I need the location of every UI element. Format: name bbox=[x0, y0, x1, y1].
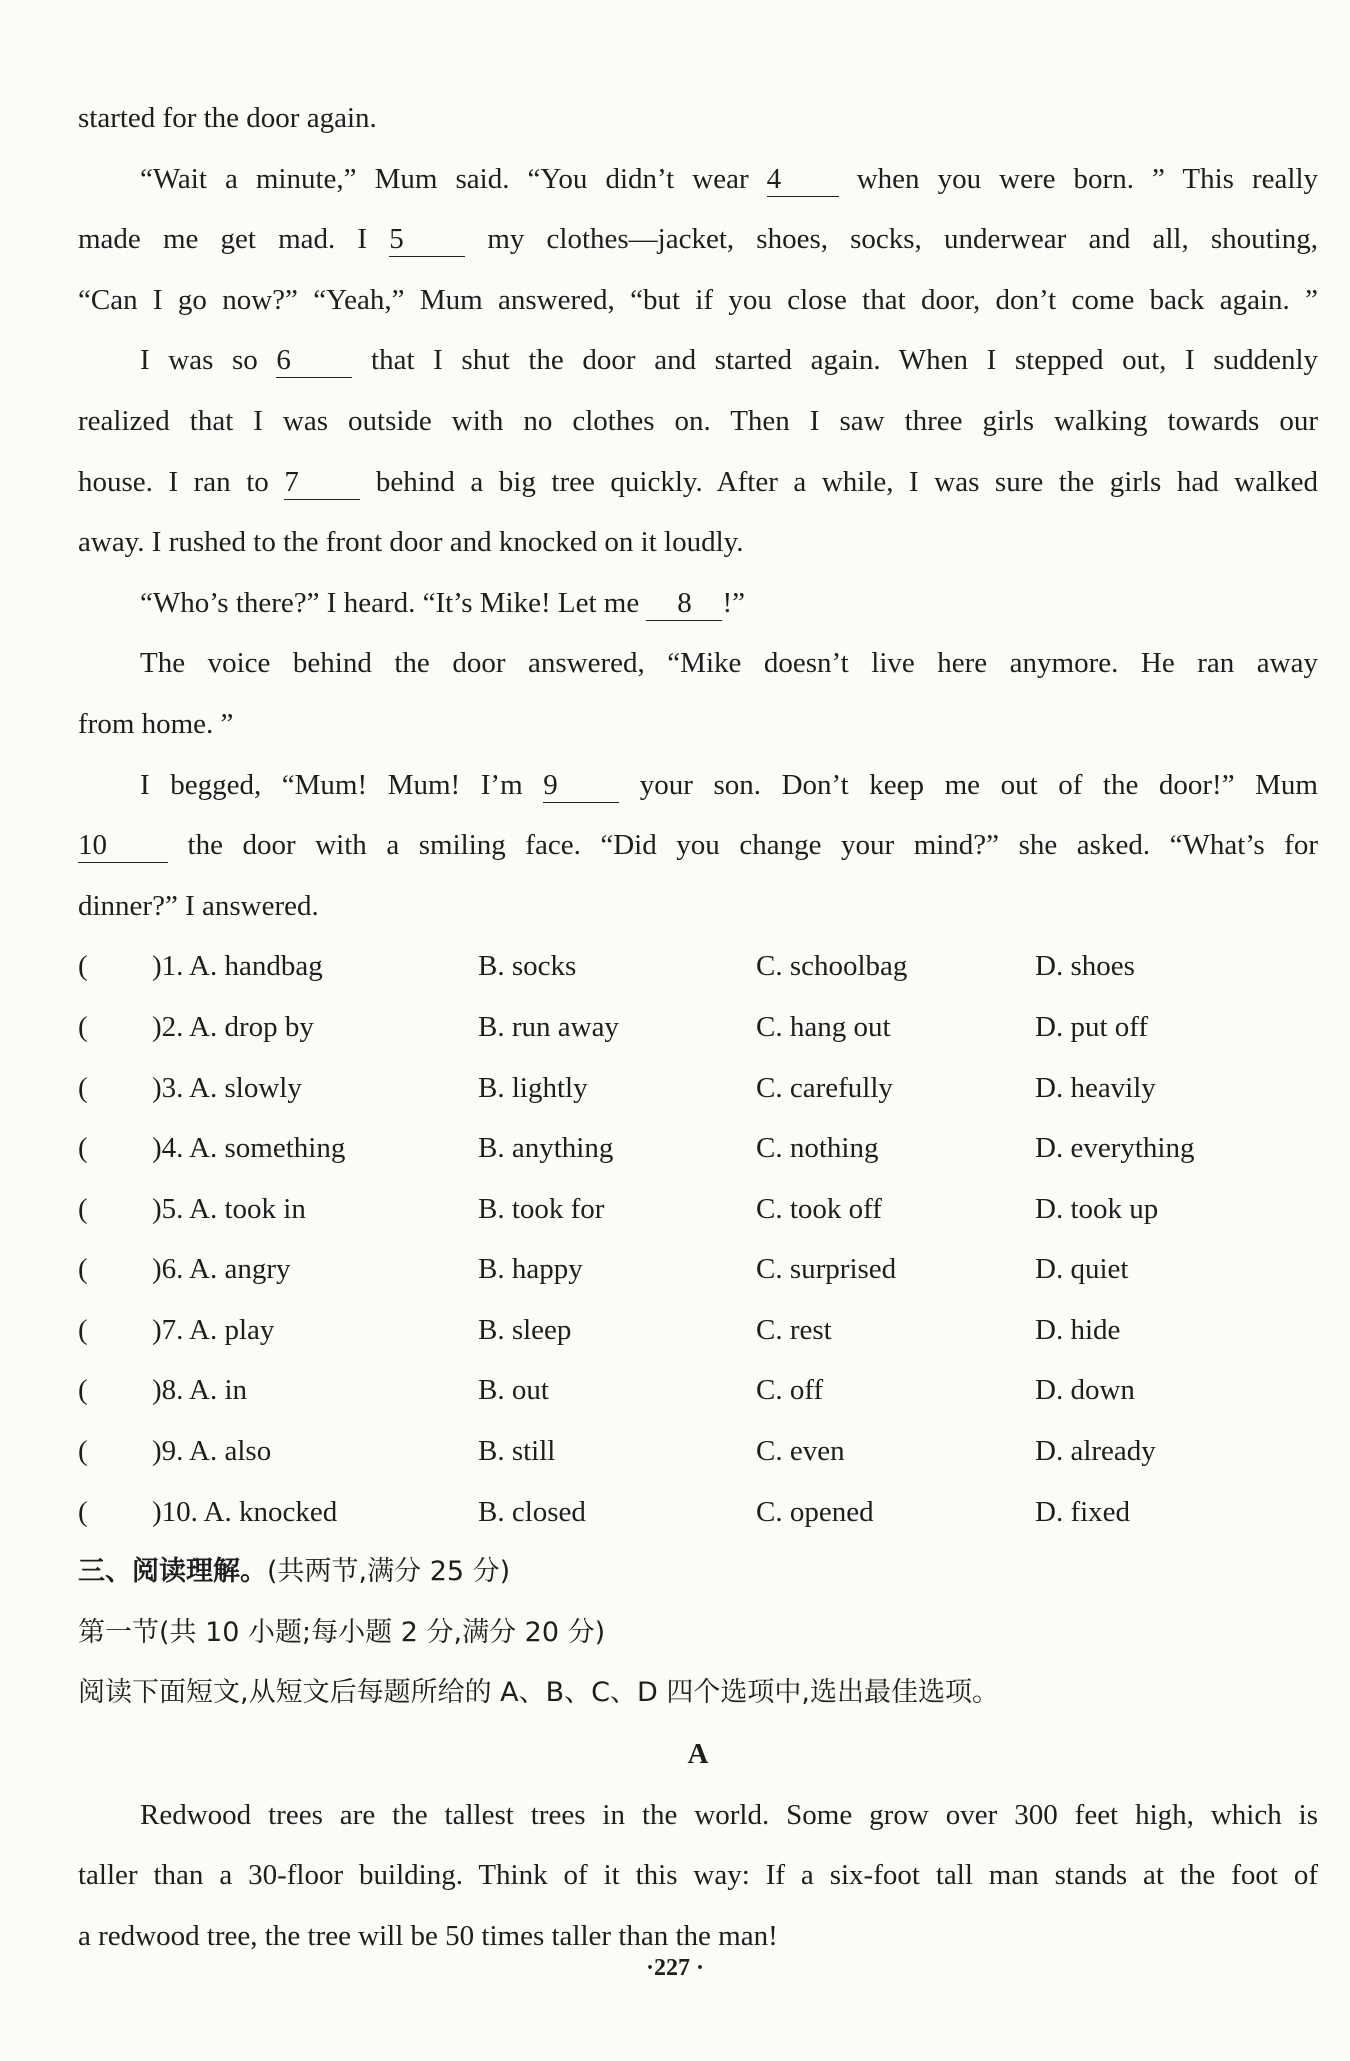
section-subheading: 第一节(共 10 小题;每小题 2 分,满分 20 分) bbox=[78, 1616, 606, 1648]
text: !” bbox=[722, 586, 745, 619]
passage-line bbox=[78, 209, 1318, 270]
option-d: D. down bbox=[1035, 1374, 1135, 1407]
passage-line bbox=[78, 815, 1318, 876]
blank-8: 8 bbox=[646, 586, 722, 621]
option-c: C. even bbox=[756, 1435, 845, 1468]
option-d: D. everything bbox=[1035, 1132, 1195, 1165]
passage-line bbox=[78, 573, 1318, 634]
option-num: )6. A. angry bbox=[152, 1253, 291, 1286]
passage-line bbox=[78, 391, 1318, 452]
option-c: C. rest bbox=[756, 1313, 832, 1346]
option-paren: ( bbox=[78, 1010, 88, 1043]
text: a redwood tree, the tree will be 50 times taller than the man! bbox=[78, 1919, 778, 1952]
text: my clothes—jacket, shoes, socks, underwear and all, shouting, bbox=[487, 223, 1318, 256]
option-num: )5. A. took in bbox=[152, 1192, 306, 1225]
option-num: )8. A. in bbox=[152, 1374, 248, 1407]
option-paren: ( bbox=[78, 950, 88, 983]
option-row bbox=[78, 1239, 1318, 1300]
section-heading-rest: (共两节,满分 25 分) bbox=[267, 1556, 511, 1588]
text: house. I ran to bbox=[78, 465, 269, 498]
text: “Who’s there?” I heard. “It’s Mike! Let me bbox=[140, 586, 640, 619]
option-paren: ( bbox=[78, 1495, 88, 1528]
text: started for the door again. bbox=[78, 102, 377, 134]
blank-6: 6 bbox=[276, 343, 352, 378]
passage-line bbox=[78, 694, 1318, 755]
text: taller than a 30-floor building. Think of it this way: If a six-foot tall man stands at the foot of bbox=[78, 1859, 1318, 1892]
option-d: D. heavily bbox=[1035, 1071, 1156, 1104]
passage-a-line bbox=[78, 1785, 1318, 1846]
passage-line bbox=[78, 512, 1318, 573]
passage-letter: A bbox=[687, 1738, 709, 1771]
option-paren: ( bbox=[78, 1374, 88, 1407]
blank-4: 4 bbox=[767, 162, 839, 197]
passage-a-line bbox=[78, 1845, 1318, 1906]
page-content bbox=[78, 88, 1318, 1966]
text: “Wait a minute,” Mum said. “You didn’t wear bbox=[140, 162, 749, 195]
passage-line bbox=[78, 452, 1318, 513]
option-c: C. surprised bbox=[756, 1253, 897, 1286]
option-row bbox=[78, 1179, 1318, 1240]
option-paren: ( bbox=[78, 1071, 88, 1104]
option-row bbox=[78, 936, 1318, 997]
option-b: B. still bbox=[478, 1435, 556, 1468]
text: I begged, “Mum! Mum! I’m bbox=[140, 768, 523, 801]
option-num: )9. A. also bbox=[152, 1435, 272, 1468]
blank-7: 7 bbox=[284, 465, 360, 500]
option-row bbox=[78, 1058, 1318, 1119]
option-d: D. fixed bbox=[1035, 1495, 1131, 1528]
option-c: C. nothing bbox=[756, 1132, 879, 1165]
blank-9: 9 bbox=[543, 768, 619, 803]
option-row bbox=[78, 997, 1318, 1058]
option-d: D. already bbox=[1035, 1435, 1156, 1468]
section-instruction: 阅读下面短文,从短文后每题所给的 A、B、C、D 四个选项中,选出最佳选项。 bbox=[78, 1677, 999, 1709]
passage-line bbox=[78, 270, 1318, 331]
passage-line bbox=[78, 330, 1318, 391]
text: when you were born. ” This really bbox=[856, 162, 1318, 195]
text: away. I rushed to the front door and knocked on it loudly. bbox=[78, 526, 744, 559]
option-row bbox=[78, 1300, 1318, 1361]
option-b: B. anything bbox=[478, 1132, 614, 1165]
option-c: C. took off bbox=[756, 1192, 882, 1225]
passage-line bbox=[78, 755, 1318, 816]
option-paren: ( bbox=[78, 1253, 88, 1286]
text: Redwood trees are the tallest trees in the world. Some grow over 300 feet high, which is bbox=[140, 1798, 1318, 1831]
text: The voice behind the door answered, “Mike doesn’t live here anymore. He ran away bbox=[140, 647, 1318, 680]
text: behind a big tree quickly. After a while, I was sure the girls had walked bbox=[375, 465, 1318, 498]
option-c: C. carefully bbox=[756, 1071, 893, 1104]
option-b: B. socks bbox=[478, 950, 577, 983]
option-paren: ( bbox=[78, 1435, 88, 1468]
option-b: B. happy bbox=[478, 1253, 583, 1286]
option-b: B. run away bbox=[478, 1010, 619, 1043]
option-num: )1. A. handbag bbox=[152, 950, 323, 983]
section-heading bbox=[78, 1542, 1318, 1603]
option-b: B. lightly bbox=[478, 1071, 588, 1104]
option-row bbox=[78, 1360, 1318, 1421]
option-d: D. took up bbox=[1035, 1192, 1159, 1225]
passage-line bbox=[78, 88, 1318, 149]
passage-line bbox=[78, 876, 1318, 937]
blank-10: 10 bbox=[78, 828, 168, 863]
option-c: C. hang out bbox=[756, 1010, 891, 1043]
options-list bbox=[78, 936, 1318, 1542]
option-num: )3. A. slowly bbox=[152, 1071, 302, 1104]
option-b: B. out bbox=[478, 1374, 549, 1407]
option-paren: ( bbox=[78, 1192, 88, 1225]
page-number: ·227 · bbox=[645, 1955, 704, 1981]
text: dinner?” I answered. bbox=[78, 889, 319, 922]
option-num: )7. A. play bbox=[152, 1313, 275, 1346]
text: made me get mad. I bbox=[78, 223, 368, 256]
option-b: B. closed bbox=[478, 1495, 586, 1528]
text: the door with a smiling face. “Did you change your mind?” she asked. “What’s for bbox=[187, 829, 1318, 862]
text: from home. ” bbox=[78, 707, 234, 740]
option-d: D. put off bbox=[1035, 1010, 1149, 1043]
option-c: C. schoolbag bbox=[756, 950, 908, 983]
text: realized that I was outside with no clothes on. Then I saw three girls walking towards our bbox=[78, 404, 1318, 437]
text: I was so bbox=[140, 344, 258, 377]
text: “Can I go now?” “Yeah,” Mum answered, “but if you close that door, don’t come back again. ” bbox=[78, 283, 1318, 316]
option-b: B. took for bbox=[478, 1192, 605, 1225]
text: your son. Don’t keep me out of the door!” Mum bbox=[639, 768, 1318, 801]
blank-5: 5 bbox=[389, 222, 465, 257]
option-row bbox=[78, 1118, 1318, 1179]
option-paren: ( bbox=[78, 1313, 88, 1346]
option-row bbox=[78, 1482, 1318, 1543]
passage-line bbox=[78, 633, 1318, 694]
passage-line bbox=[78, 149, 1318, 210]
option-d: D. quiet bbox=[1035, 1253, 1129, 1286]
option-d: D. hide bbox=[1035, 1313, 1121, 1346]
option-num: )10. A. knocked bbox=[152, 1495, 338, 1528]
option-b: B. sleep bbox=[478, 1313, 572, 1346]
option-row bbox=[78, 1421, 1318, 1482]
section-heading-bold: 三、阅读理解。 bbox=[78, 1556, 267, 1588]
option-c: C. opened bbox=[756, 1495, 874, 1528]
option-d: D. shoes bbox=[1035, 950, 1135, 983]
option-paren: ( bbox=[78, 1132, 88, 1165]
option-c: C. off bbox=[756, 1374, 824, 1407]
text: that I shut the door and started again. When I stepped out, I suddenly bbox=[371, 344, 1318, 377]
option-num: )4. A. something bbox=[152, 1132, 346, 1165]
option-num: )2. A. drop by bbox=[152, 1010, 314, 1043]
